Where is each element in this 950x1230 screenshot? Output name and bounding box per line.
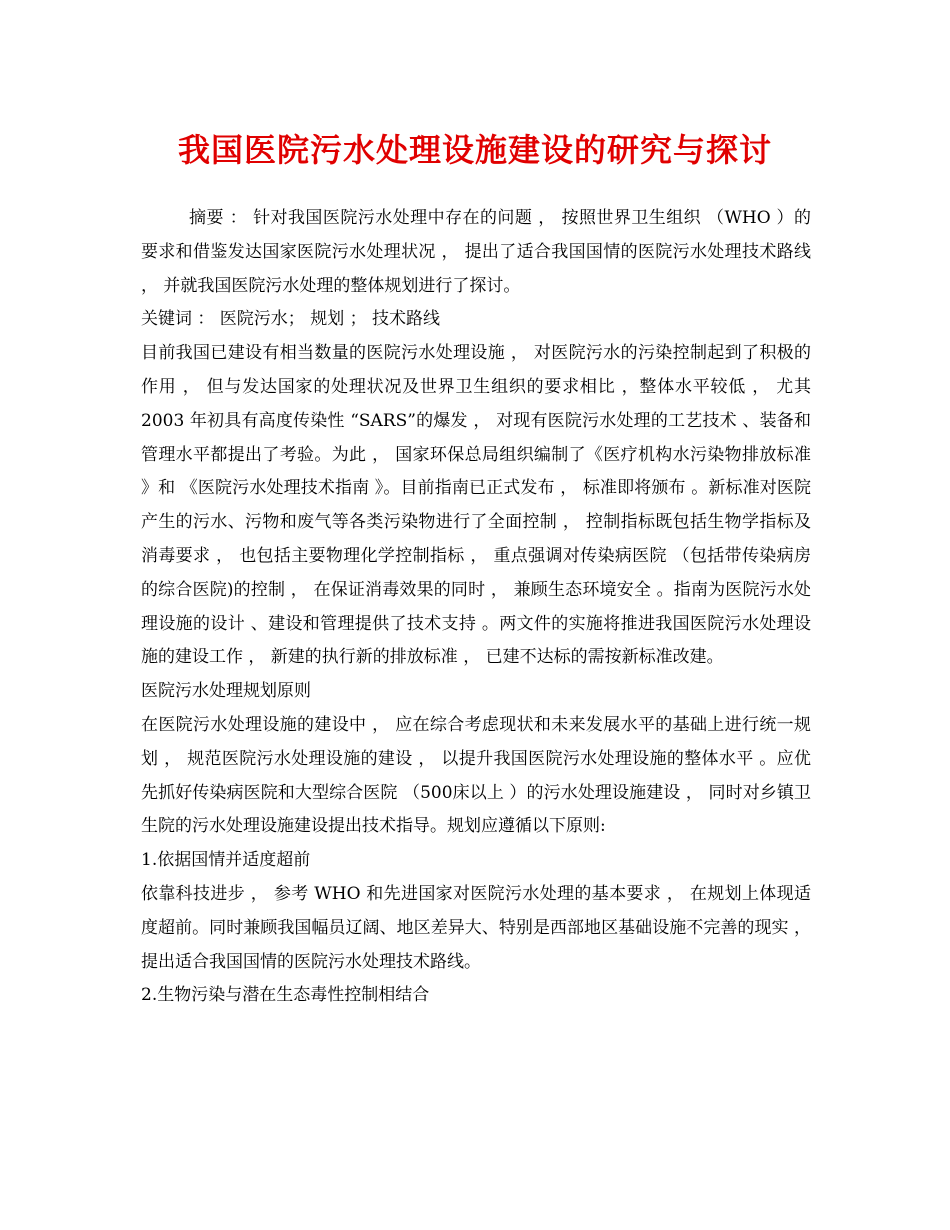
section-paragraph: 在医院污水处理设施的建设中 ， 应在综合考虑现状和未来发展水平的基础上进行统一规划 ， 规范医院污水处理设施的建设 ， 以提升我国医院污水处理设施的整体水平 。应优先抓好传染病医院和大型综合医院 （500床以上 ）的污水处理设施建设 ， 同时对乡镇卫生院的污水处理设施建设提出技术指导。规划应遵循以下原则:	[141, 714, 811, 837]
document-title: 我国医院污水处理设施建设的研究与探讨	[177, 131, 772, 169]
abstract-paragraph: 摘要 ： 针对我国医院污水处理中存在的问题 ， 按照世界卫生组织 （WHO ）的要求和借鉴发达国家医院污水处理状况 ， 提出了适合我国国情的医院污水处理技术路线 ， 并就我国医院污水处理的整体规划进行了探讨。	[141, 208, 811, 296]
keywords-line: 关键词 ： 医院污水； 规划 ； 技术路线	[141, 309, 441, 330]
item1-heading: 1.依据国情并适度超前	[141, 850, 311, 871]
document-body	[141, 202, 811, 1013]
item1-paragraph: 依靠科技进步 ， 参考 WHO 和先进国家对医院污水处理的基本要求 ， 在规划上体现适度超前。同时兼顾我国幅员辽阔、地区差异大、特别是西部地区基础设施不完善的现实 ， 提出适合我国国情的医院污水处理技术路线。	[141, 883, 811, 972]
section-heading: 医院污水处理规划原则	[141, 681, 311, 702]
intro-paragraph: 目前我国已建设有相当数量的医院污水处理设施 ， 对医院污水的污染控制起到了积极的作用 ， 但与发达国家的处理状况及世界卫生组织的要求相比 ，整体水平较低 ， 尤其 2003 年初具有高度传染性 “SARS”的爆发 ， 对现有医院污水处理的工艺技术 、装备和管理水平都提出了考验。为此 ， 国家环保总局组织编制了《医疗机构水污染物排放标准 》和 《医院污水处理技术指南 》。目前指南已正式发布 ， 标准即将颁布 。新标准对医院产生的污水、污物和废气等各类污染物进行了全面控制 ， 控制指标既包括生物学指标及消毒要求 ， 也包括主要物理化学控制指标 ， 重点强调对传染病医院 （包括带传染病房的综合医院)的控制 ， 在保证消毒效果的同时 ， 兼顾生态环境安全 。指南为医院污水处理设施的设计 、建设和管理提供了技术支持 。两文件的实施将推进我国医院污水处理设施的建设工作 ， 新建的执行新的排放标准 ， 已建不达标的需按新标准改建。	[141, 343, 811, 668]
item2-heading: 2.生物污染与潜在生态毒性控制相结合	[141, 985, 430, 1006]
